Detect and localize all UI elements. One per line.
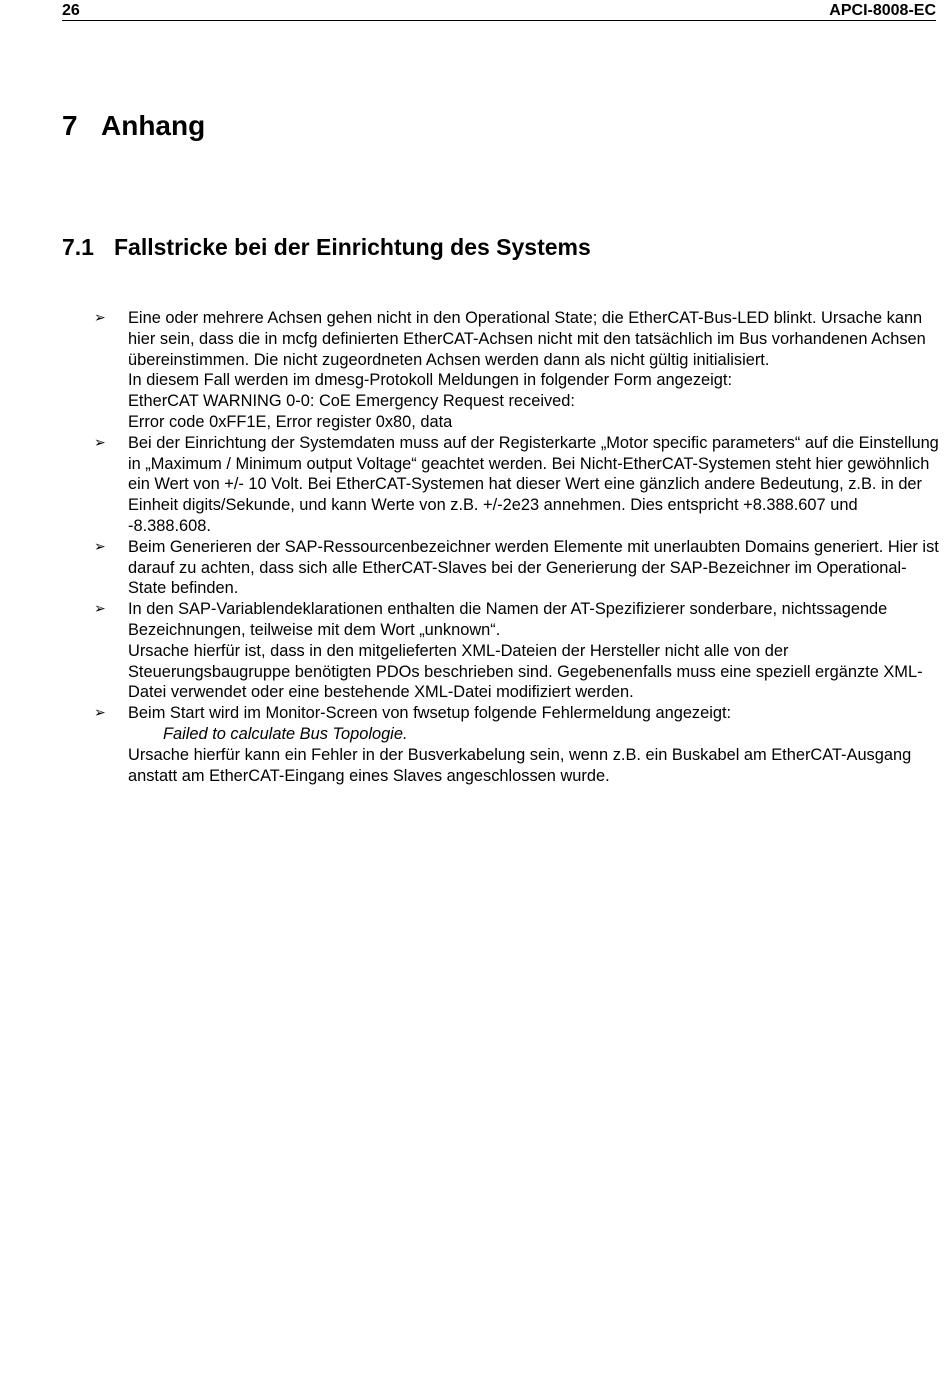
list-item-text xyxy=(128,308,944,433)
chapter-title xyxy=(62,108,205,144)
paragraph: In diesem Fall werden im dmesg-Protokoll Meldungen in folgender Form angezeigt: xyxy=(128,371,733,390)
pitfall-list xyxy=(94,308,944,786)
list-item-text xyxy=(128,537,944,599)
section-title xyxy=(62,232,591,262)
document-id: APCI-8008-EC xyxy=(829,2,936,19)
list-item-operational-state xyxy=(94,308,944,433)
arrow-bullet-icon: ➢ xyxy=(94,310,106,326)
paragraph: Bei der Einrichtung der Systemdaten muss auf der Registerkarte „Motor specific parameters“ auf die Einstellung in „Maximum / Minimum output Voltage“ geachtet werden. Bei Nicht-EtherCAT-Systemen steht hier gewöhnlich ein Wert von +/- 10 Volt. Bei EtherCAT-Systemen hat dieser Wert eine gänzlich andere Bedeutung, z.B. in der Einheit digits/Sekunde, und kann Werte von z.B. +/-2e23 annehmen. Dies entspricht +8.388.607 und -8.388.608. xyxy=(128,433,939,535)
list-item-bus-topology xyxy=(94,703,944,786)
paragraph: Ursache hierfür kann ein Fehler in der Busverkabelung sein, wenn z.B. ein Buskabel am EtherCAT-Ausgang anstatt am EtherCAT-Eingang eines Slaves angeschlossen wurde. xyxy=(128,745,912,785)
log-message-line: Error code 0xFF1E, Error register 0x80, data xyxy=(128,412,453,431)
page-number: 26 xyxy=(62,2,80,19)
list-item-text xyxy=(128,599,944,703)
log-message-line: EtherCAT WARNING 0-0: CoE Emergency Request received: xyxy=(128,392,575,411)
arrow-bullet-icon: ➢ xyxy=(94,705,106,722)
section-title-text: Fallstricke bei der Einrichtung des Systems xyxy=(114,234,591,260)
list-item-sap-variables xyxy=(94,599,944,703)
paragraph: Beim Start wird im Monitor-Screen von fwsetup folgende Fehlermeldung angezeigt: xyxy=(128,704,732,723)
arrow-bullet-icon: ➢ xyxy=(94,601,106,618)
page-header xyxy=(62,1,936,21)
paragraph: Eine oder mehrere Achsen gehen nicht in den Operational State; die EtherCAT-Bus-LED blinkt. Ursache kann hier sein, dass die in mcfg definierten EtherCAT-Achsen nicht mit den tatsächlich im Bus vorhandenen Achsen übereinstimmen. Die nicht zugeordneten Achsen werden dann als nicht gültig initialisiert. xyxy=(128,309,926,369)
arrow-bullet-icon: ➢ xyxy=(94,538,106,555)
paragraph: In den SAP-Variablendeklarationen enthalten die Namen der AT-Spezifizierer sonderbare, nichtssagende Bezeichnungen, teilweise mit dem Wort „unknown“. xyxy=(128,600,888,639)
section-number: 7.1 xyxy=(62,234,94,260)
list-item-text xyxy=(128,433,944,537)
list-item-output-voltage xyxy=(94,433,944,537)
chapter-title-text: Anhang xyxy=(101,110,206,141)
paragraph: Beim Generieren der SAP-Ressourcenbezeichner werden Elemente mit unerlaubten Domains generiert. Hier ist darauf zu achten, dass sich alle EtherCAT-Slaves bei der Generierung der SAP-Bezeichner im Operational-State befinden. xyxy=(128,537,939,598)
chapter-number: 7 xyxy=(62,110,78,141)
paragraph: Ursache hierfür ist, dass in den mitgelieferten XML-Dateien der Hersteller nicht alle von der Steuerungsbaugruppe benötigten PDOs beschrieben sind. Gegebenenfalls muss eine speziell ergänzte XML-Datei verwendet oder eine bestehende XML-Datei modifiziert werden. xyxy=(128,641,923,702)
list-item-text xyxy=(128,703,944,786)
error-message: Failed to calculate Bus Topologie. xyxy=(163,724,408,743)
list-item-sap-resources xyxy=(94,537,944,599)
arrow-bullet-icon: ➢ xyxy=(94,434,106,451)
